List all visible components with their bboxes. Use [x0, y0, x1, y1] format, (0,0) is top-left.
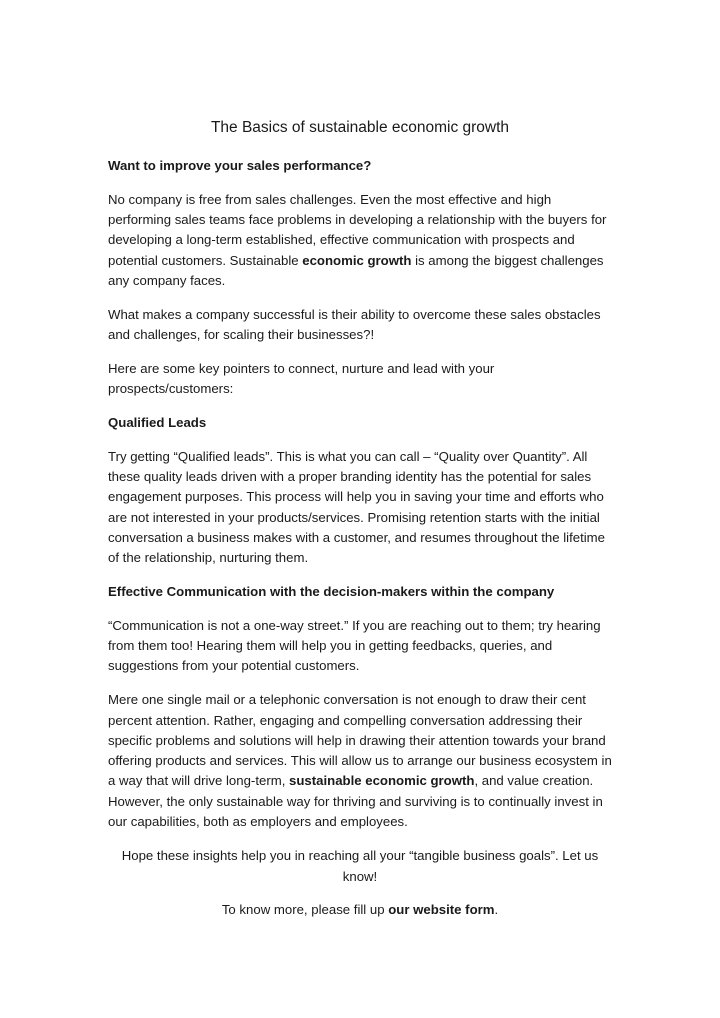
- cta-text: To know more, please fill up: [221, 902, 389, 918]
- paragraph-company-success: What makes a company successful is their ability to overcome these sales obstacles and challenges, for scaling their businesses?!: [108, 306, 601, 343]
- website-form-link[interactable]: our website form: [388, 902, 495, 918]
- heading-effective-communication: Effective Communication with the decision-makers within the company: [108, 584, 555, 600]
- bold-phrase: sustainable economic growth: [289, 773, 475, 789]
- paragraph-qualified-leads: Try getting “Qualified leads”. This is what you can call – “Quality over Quantity”. All these quality leads driven with a proper branding identity has the potential for sales engagement purposes. This process will help you in saving your time and efforts who are not interested in your products/services. Promising retention starts with the initial conversation a business makes with a customer, and resumes throughout the lifetime of the relationship, nurturing them.: [108, 448, 605, 566]
- paragraph-key-pointers: Here are some key pointers to connect, nurture and lead with your prospects/customers:: [108, 360, 495, 397]
- paragraph-text: , and value creation. However, the only sustainable way for thriving and surviving is to continually invest in our capabilities, both as employers and employees.: [108, 773, 603, 830]
- bold-phrase: economic growth: [302, 252, 412, 268]
- paragraph-sales-challenges: [108, 190, 612, 291]
- paragraph-engagement: [108, 690, 612, 832]
- heading-qualified-leads: Qualified Leads: [108, 414, 207, 430]
- paragraph-text: No company is free from sales challenges. Even the most effective and high performing sales teams face problems in developing a relationship with the buyers for developing a long-term established, effective communication with prospects and potential customers. Sustainable: [108, 191, 607, 268]
- paragraph-text: Mere one single mail or a telephonic conversation is not enough to draw their cent percent attention. Rather, engaging and compelling conversation addressing their specific problems and solutions will help in drawing their attention towards your brand offering products and services. This will allow us to arrange our business ecosystem in a way that will drive long-term,: [108, 692, 612, 789]
- cta-text: .: [494, 902, 499, 918]
- paragraph-communication: “Communication is not a one-way street.” If you are reaching out to them; try hearing from them too! Hearing them will help you in getting feedbacks, queries, and suggestions from your potential customers.: [108, 617, 601, 674]
- document-title: The Basics of sustainable economic growth: [210, 119, 510, 136]
- heading-sales-performance: Want to improve your sales performance?: [108, 158, 372, 173]
- closing-cta: [108, 900, 612, 920]
- closing-insights: Hope these insights help you in reaching all your “tangible business goals”. Let us know!: [121, 848, 599, 884]
- paragraph-text: is among the biggest challenges any company faces.: [108, 252, 604, 288]
